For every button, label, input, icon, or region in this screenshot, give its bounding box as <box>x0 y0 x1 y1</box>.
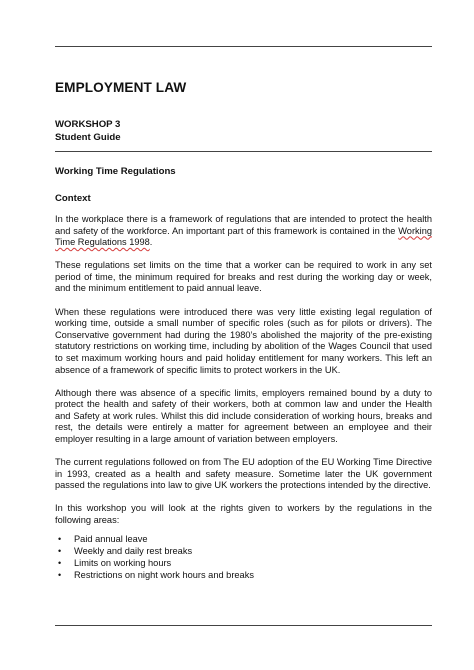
paragraph-1-start: In the workplace there is a framework of regulations that are intended to protect the health and safety of the workforce. An important part of this framework is contained in the <box>55 214 432 236</box>
paragraph-2: These regulations set limits on the time that a worker can be required to work in any set period of time, the minimum required for breaks and rest during the working day or week, and the minimum entitlement to paid annual leave. <box>55 260 432 294</box>
context-heading: Context <box>55 193 91 204</box>
bullet-icon: • <box>58 545 62 556</box>
paragraph-3: When these regulations were introduced there was very little existing legal regulation of working time, outside a small number of specific roles (such as for pilots or drivers). The Conservative government had during the 1980’s abolished the majority of the pre-existing statutory restrictions on working time, including by abolition of the Wages Council that used to set maximum working hours and paid holiday entitlement for many workers. This left an absence of a framework of specific limits to protect workers in the UK. <box>55 306 432 375</box>
list-item <box>55 545 432 557</box>
regulations-reference: Working Time Regulations 1998 <box>55 225 432 248</box>
bullet-icon: • <box>58 558 62 569</box>
list-item-label: Limits on working hours <box>74 558 172 569</box>
paragraph-4: Although there was absence of a specific limits, employers remained bound by a duty to protect the health and safety of their workers, both at common law and under the Health and Safety at work rules. Whilst this did include consideration of working hours, breaks and rest, the details were entirely a matter for agreement between an employee and their employer resulting in a large amount of variation between employers. <box>55 387 432 444</box>
workshop-heading <box>55 118 121 144</box>
top-divider <box>55 46 432 47</box>
document-body <box>55 214 432 582</box>
document-title: EMPLOYMENT LAW <box>55 80 187 95</box>
paragraph-5: The current regulations followed on from The EU adoption of the EU Working Time Directive in 1993, created as a health and safety measure. Sometime later the UK government passed the regulations into law to give UK workers the protections intended by the directive. <box>55 457 432 491</box>
list-item-label: Weekly and daily rest breaks <box>74 545 193 556</box>
bullet-icon: • <box>58 570 62 581</box>
student-guide-label: Student Guide <box>55 132 121 143</box>
list-item-label: Paid annual leave <box>74 533 148 544</box>
bullet-icon: • <box>58 533 62 544</box>
paragraph-6: In this workshop you will look at the rights given to workers by the regulations in the following areas: <box>55 503 432 525</box>
list-item <box>55 569 432 581</box>
list-item <box>55 557 432 569</box>
section-divider <box>55 151 432 152</box>
paragraph-1-end: . <box>149 237 153 248</box>
paragraph-1 <box>55 214 432 249</box>
areas-list <box>55 533 432 582</box>
workshop-number: WORKSHOP 3 <box>55 119 121 130</box>
list-item-label: Restrictions on night work hours and breaks <box>74 570 254 581</box>
list-item <box>55 533 432 545</box>
section-title: Working Time Regulations <box>55 166 176 177</box>
bottom-divider <box>55 625 432 626</box>
